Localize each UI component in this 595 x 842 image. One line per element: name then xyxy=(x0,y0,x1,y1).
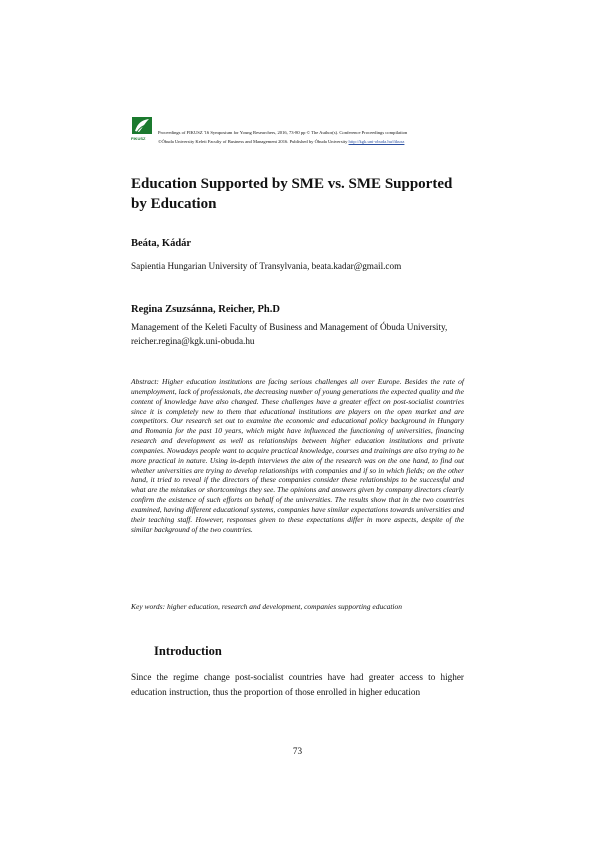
fikusz-link[interactable]: http://kgk.uni-obuda.hu/fikusz xyxy=(348,139,405,144)
section-heading-introduction: Introduction xyxy=(154,644,222,658)
paper-title: Education Supported by SME vs. SME Supported by Education xyxy=(131,176,453,212)
author-2-name: Regina Zsuzsánna, Reicher, Ph.D xyxy=(131,304,280,315)
keywords: Key words: higher education, research and development, companies supporting education xyxy=(131,602,402,611)
citation-line-2 xyxy=(158,137,407,146)
abstract: Abstract: Higher education institutions are facing serious challenges all over Europe. Besides the rate of unemployment, lack of professionals, the decreasing number of young generations the expected quality and the content of knowledge have also changed. These challenges have a greater effect on post-socialist countries since it is completely new to them that educational institutions are players on the open market and are competitors. Our research set out to examine the economic and educational policy background in Hungary and Romania for the past 10 years, which might have influenced the functioning of universities, financing research and development as well as relationships between higher education institutions and private companies. Nowadays people want to acquire practical knowledge, courses and trainings are also trying to be more practical in nature. Using in-depth interviews the aim of the research was on the one hand, to find out whether universities are trying to develop relationships with companies and if so in which fields; on the other hand, it tried to reveal if the directors of these companies consider these relationships to be successful and what are the mistakes or shortcomings they see. The opinions and answers given by company directors clearly confirm the existence of such efforts on behalf of the universities. The results show that in the two countries examined, having different educational systems, companies have similar expectations towards universities and their teaching staff. However, responses given to these expectations differ in more aspects, despite of the similar background of the two countries. xyxy=(131,377,464,534)
introduction-paragraph: Since the regime change post-socialist countries have had greater access to higher education instruction, thus the proportion of those enrolled in higher education xyxy=(131,672,464,697)
author-2-affiliation: Management of the Keleti Faculty of Business and Management of Óbuda University, reicher.regina@kgk.uni-obuda.hu xyxy=(131,322,448,346)
author-1-affiliation: Sapientia Hungarian University of Transylvania, beata.kadar@gmail.com xyxy=(131,261,402,271)
proceedings-citation xyxy=(158,128,407,146)
page-number: 73 xyxy=(292,746,303,756)
logo-label: FIKUSZ xyxy=(131,136,146,141)
author-1-name: Beáta, Kádár xyxy=(131,238,192,249)
citation-line-1: Proceedings of FIKUSZ '16 Symposium for Young Researchers, 2016, 73-80 pp © The Author(s). Conference Proceedings compilation xyxy=(158,130,408,135)
proceedings-header xyxy=(131,116,481,146)
citation-line-2-text: ©Óbuda University Keleti Faculty of Business and Management 2016. Published by Óbuda University xyxy=(158,139,349,144)
